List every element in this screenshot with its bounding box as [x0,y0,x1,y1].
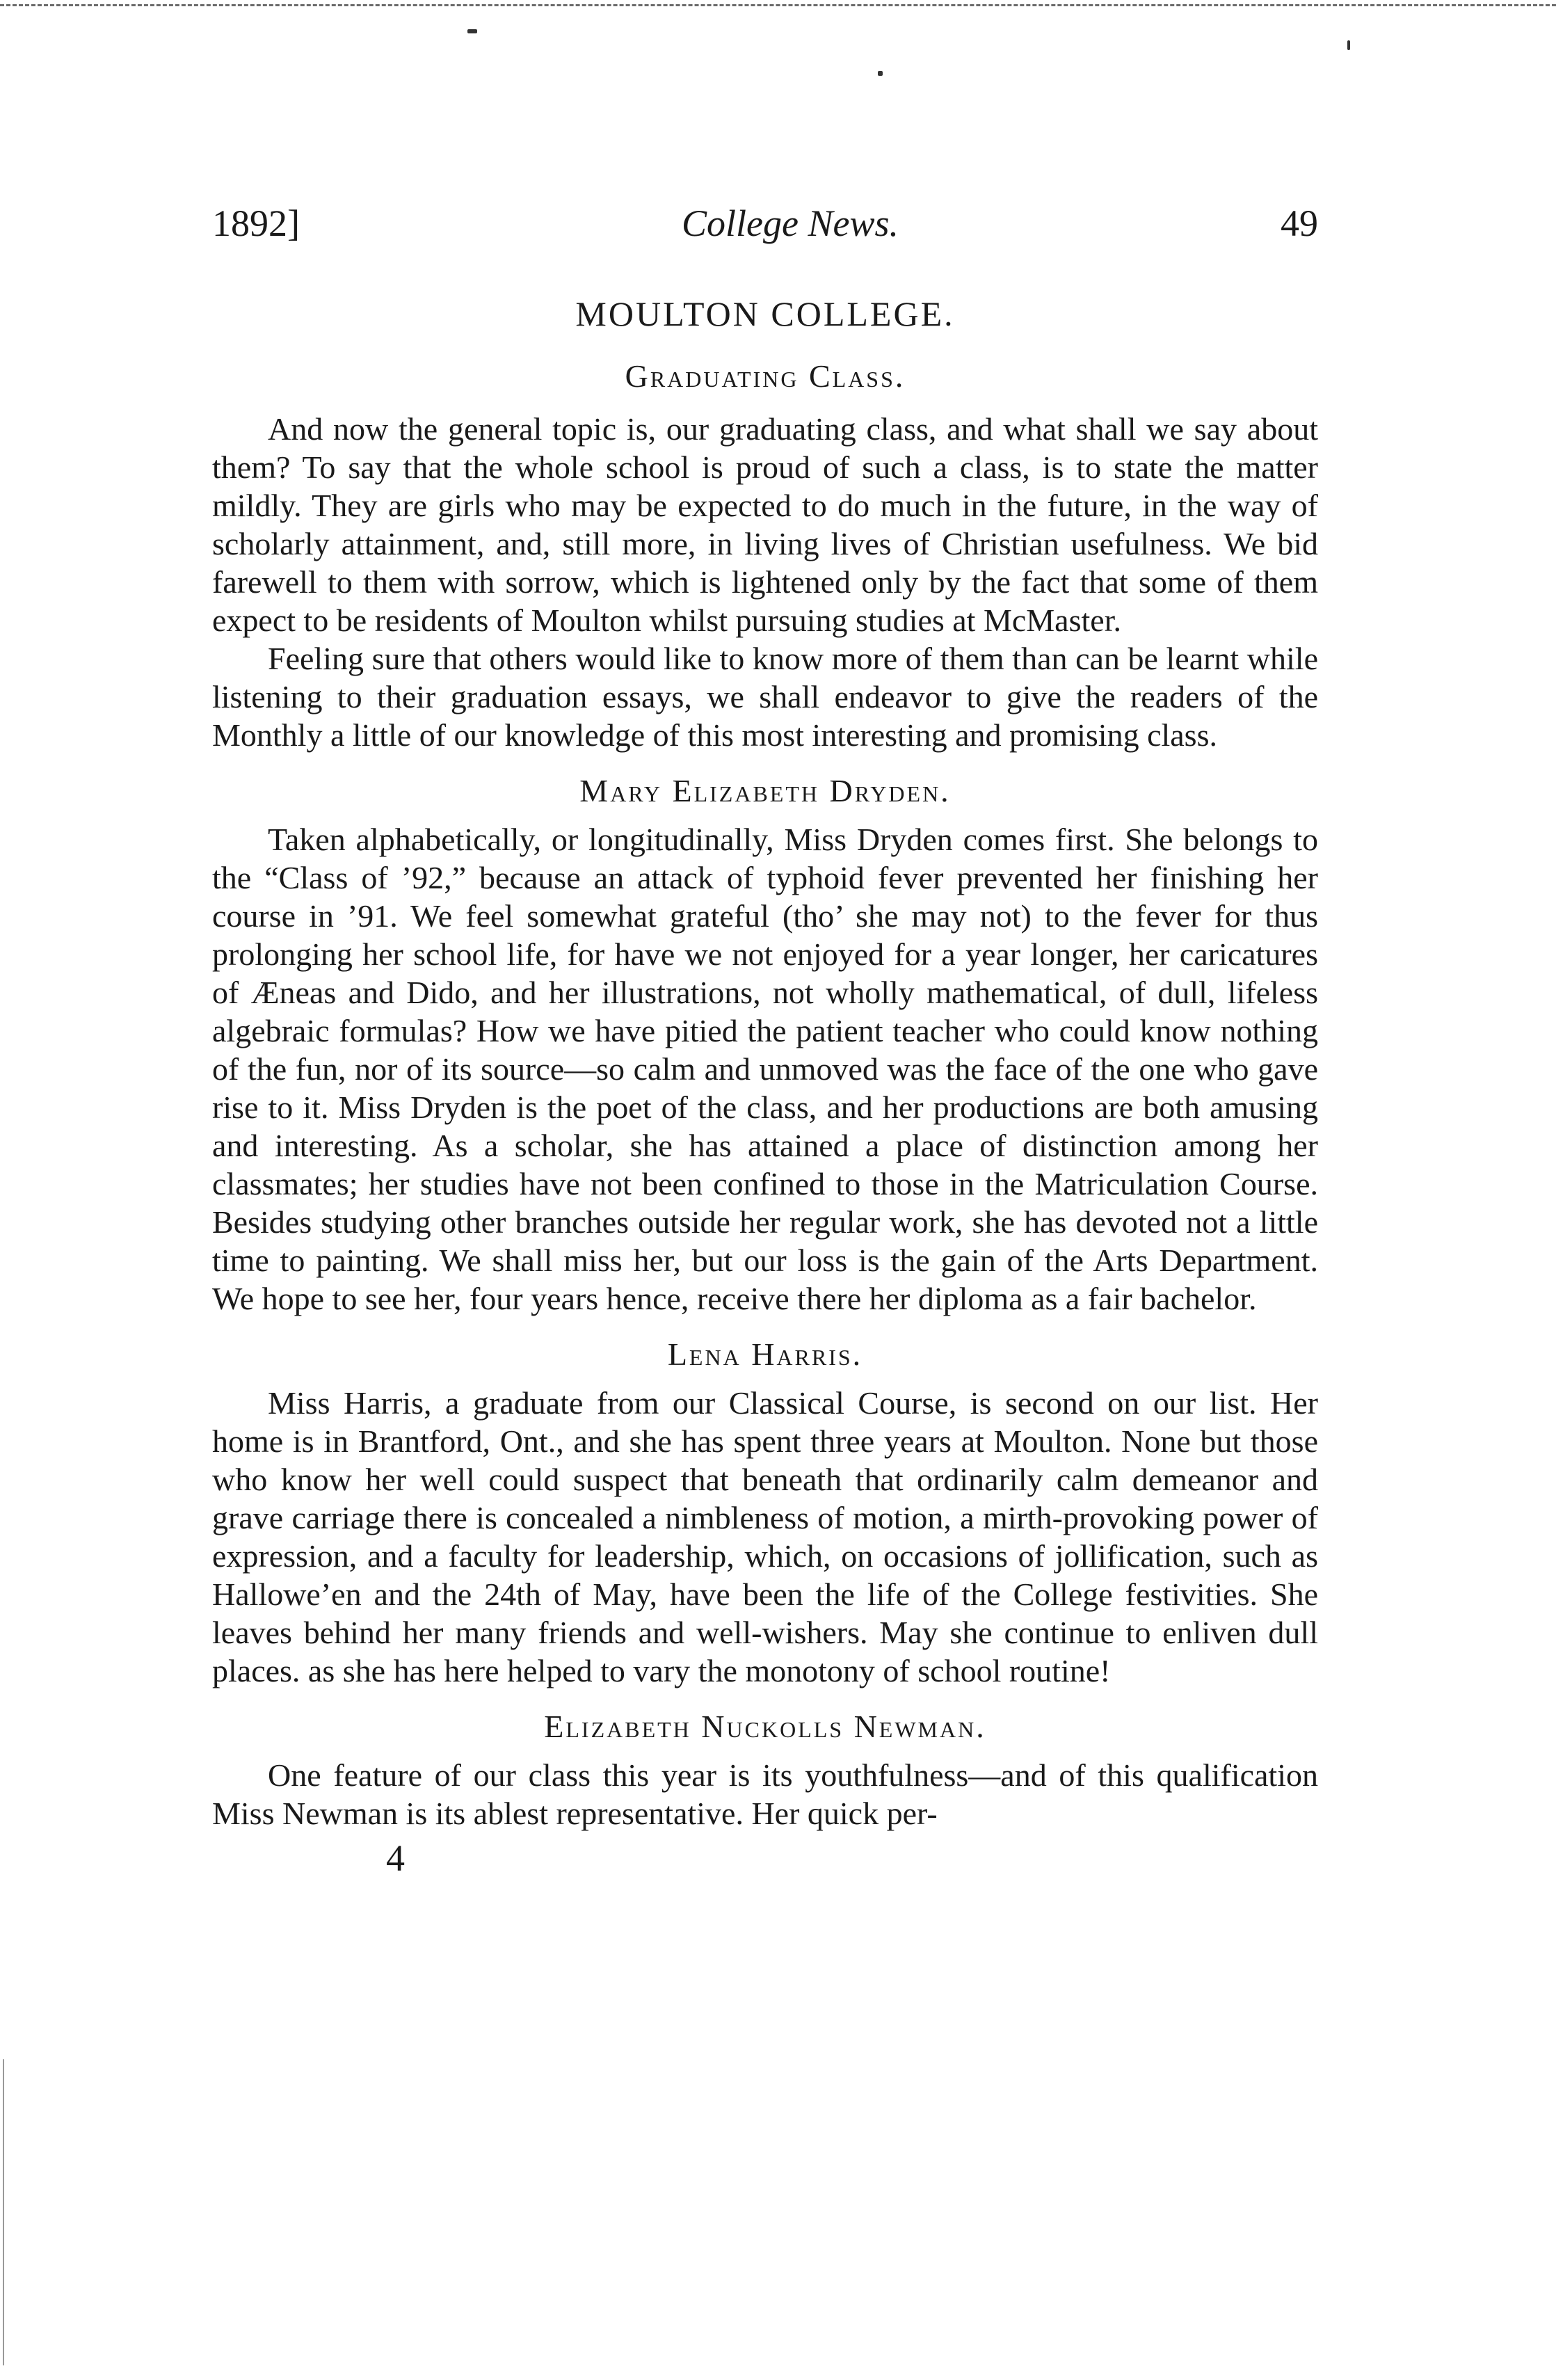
running-head [212,202,1318,257]
page-number: 49 [1281,202,1318,244]
page-body [212,202,1318,1880]
scan-speck [1347,40,1350,50]
article-subtitle: Graduating Class. [625,358,906,394]
running-head-title: College News. [682,202,899,244]
section-heading-harris: Lena Harris. [667,1336,863,1372]
scan-speck [878,71,883,76]
top-scan-edge [0,4,1556,6]
intro-paragraph-2: Feeling sure that others would like to know more of them than can be learnt while listening to their graduation essays, we shall endeavor to give the readers of the Monthly a little of our knowledge of this most interesting and promising class. [212,641,1318,753]
scan-speck [467,29,477,33]
running-head-year: 1892] [212,202,300,244]
section-text-harris: Miss Harris, a graduate from our Classical Course, is second on our list. Her home is in Brantford, Ont., and she has spent three years at Moulton. None but those who know her well could suspect that beneath that ordinarily calm demeanor and grave carriage there is concealed a nimbleness of motion, a mirth-provoking power of expression, and a faculty for leadership, which, on occasions of jollification, such as Hallowe’en and the 24th of May, have been the life of the College festivities. She leaves behind her many friends and well-wishers. May she continue to enliven dull places. as she has here helped to vary the monotony of school routine! [212,1385,1318,1688]
signature-mark: 4 [386,1837,405,1879]
left-scan-edge [3,2059,4,2365]
section-text-newman: One feature of our class this year is its youthfulness—and of this qualification Miss Newman is its ablest representative. Her quick per- [212,1757,1318,1831]
intro-paragraph-1: And now the general topic is, our graduating class, and what shall we say about them? To say that the whole school is proud of such a class, is to state the matter mildly. They are girls who may be expected to do much in the future, in the way of scholarly attainment, and, still more, in living lives of Christian usefulness. We bid farewell to them with sorrow, which is lightened only by the fact that some of them expect to be residents of Moulton whilst pursuing studies at McMaster. [212,411,1318,638]
article-title: MOULTON COLLEGE. [575,294,955,333]
section-text-dryden: Taken alphabetically, or longitudinally, Miss Dryden comes first. She belongs to the “Class of ’92,” because an attack of typhoid fever prevented her finishing her course in ’91. We feel somewhat grateful (tho’ she may not) to the fever for thus prolonging her school life, for have we not enjoyed for a year longer, her caricatures of Æneas and Dido, and her illustrations, not wholly mathematical, of dull, lifeless algebraic formulas? How we have pitied the patient teacher who could know nothing of the fun, nor of its source—so calm and unmoved was the face of the one who gave rise to it. Miss Dryden is the poet of the class, and her productions are both amusing and interesting. As a scholar, she has attained a place of distinction among her classmates; her studies have not been confined to those in the Matriculation Course. Besides studying other branches outside her regular work, she has devoted not a little time to painting. We shall miss her, but our loss is the gain of the Arts Department. We hope to see her, four years hence, receive there her diploma as a fair bachelor. [212,822,1318,1316]
section-heading-newman: Elizabeth Nuckolls Newman. [544,1709,986,1744]
section-heading-dryden: Mary Elizabeth Dryden. [579,773,951,808]
